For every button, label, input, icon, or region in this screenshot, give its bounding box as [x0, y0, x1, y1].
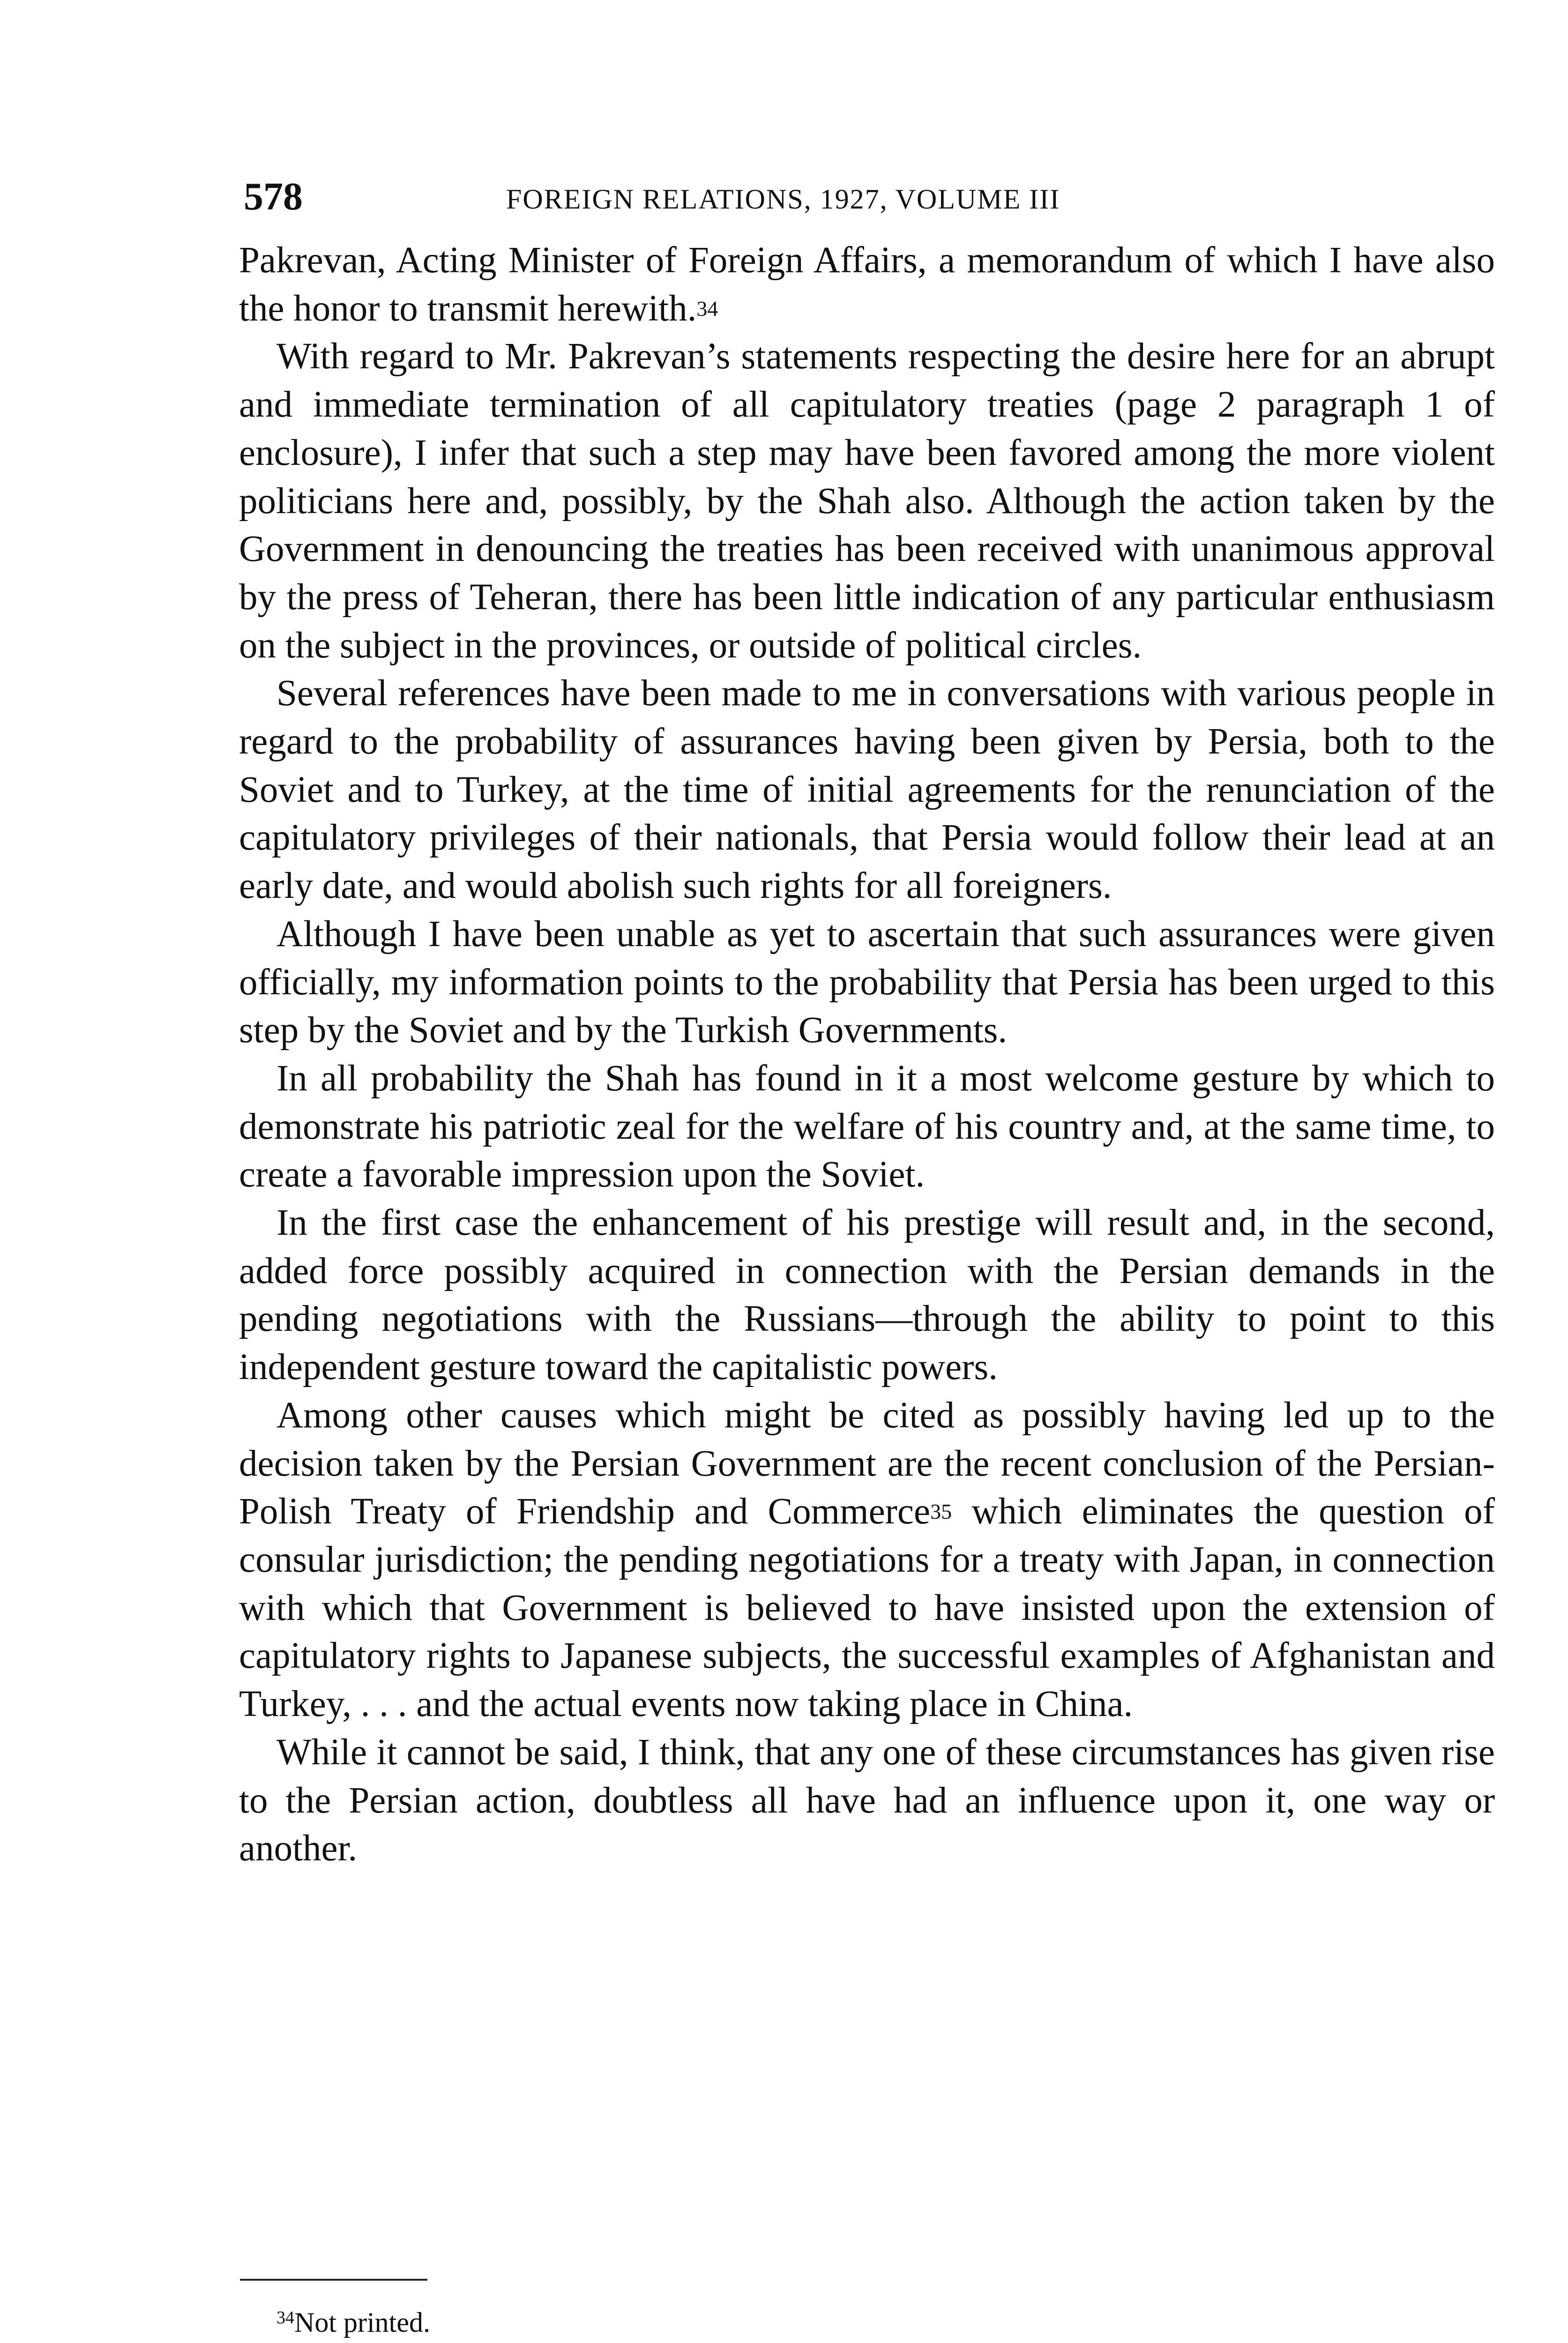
- paragraph-text: In the first case the enhancement of his prestige will result and, in the second, added force possibly acquired in connection with the Persian demands in the pending negotiations with the Russians—through the ability to point to this independent gesture toward the capitalistic powers.: [239, 1202, 1495, 1388]
- footnote-ref-34[interactable]: 34: [696, 296, 718, 321]
- footnote-marker: 34: [276, 2308, 294, 2328]
- body-text: [239, 237, 1495, 1873]
- running-header: [244, 169, 1471, 225]
- running-title: FOREIGN RELATIONS, 1927, VOLUME III: [506, 184, 1060, 215]
- paragraph-text: While it cannot be said, I think, that any one of these circumstances has given rise to the Persian action, doubtless all have had an influence upon it, one way or another.: [239, 1731, 1495, 1869]
- paragraph-4: [239, 910, 1495, 1055]
- paragraph-8: [239, 1729, 1495, 1873]
- footnotes: [239, 2306, 1495, 2343]
- paragraph-text: In all probability the Shah has found in it a most welcome gesture by which to demonstrate his patriotic zeal for the welfare of his country and, at the same time, to create a favorable impression upon the Soviet.: [239, 1058, 1495, 1195]
- paragraph-text: Among other causes which might be cited as possibly having led up to the decision taken by the Persian Government are the recent conclusion of the Persian-Polish Treaty of Friendship and Commerce: [239, 1395, 1495, 1532]
- paragraph-1: [239, 237, 1495, 333]
- paragraph-text: Several references have been made to me in conversations with various people in regard to the probability of assurances having been given by Persia, both to the Soviet and to Turkey, at the time of initial agreements for the renunciation of the capitulatory privileges of their nationals, that Persia would follow their lead at an early date, and would abolish such rights for all foreigners.: [239, 673, 1495, 907]
- paragraph-text: Pakrevan, Acting Minister of Foreign Affairs, a memorandum of which I have also the honor to transmit herewith.: [239, 240, 1495, 329]
- paragraph-text: Although I have been unable as yet to ascertain that such assurances were given officially, my information points to the probability that Persia has been urged to this step by the Soviet and by the Turkish Governments.: [239, 913, 1495, 1051]
- paragraph-3: [239, 670, 1495, 910]
- footnote-34: [239, 2306, 1495, 2343]
- page-number: 578: [244, 175, 303, 218]
- paragraph-6: [239, 1199, 1495, 1392]
- paragraph-2: [239, 333, 1495, 670]
- footnote-ref-35[interactable]: 35: [930, 1500, 952, 1524]
- footnote-divider: [240, 2279, 427, 2281]
- paragraph-text: With regard to Mr. Pakrevan’s statements respecting the desire here for an abrupt and immediate termination of all capitulatory treaties (page 2 paragraph 1 of enclosure), I infer that such a step may have been favored among the more violent politicians here and, possibly, by the Shah also. Although the action taken by the Government in denouncing the treaties has been received with unanimous approval by the press of Teheran, there has been little indication of any particular enthusiasm on the subject in the provinces, or outside of political circles.: [239, 336, 1495, 666]
- paragraph-text-continued: which eliminates the question of consular jurisdiction; the pending negotiations for a treaty with Japan, in connection with which that Government is believed to have insisted upon the extension of capitulatory rights to Japanese subjects, the successful examples of Afghanistan and Turkey, . . . and the actual events now taking place in China.: [239, 1491, 1495, 1725]
- paragraph-7: [239, 1392, 1495, 1729]
- paragraph-5: [239, 1055, 1495, 1199]
- footnote-text: Not printed.: [294, 2307, 430, 2338]
